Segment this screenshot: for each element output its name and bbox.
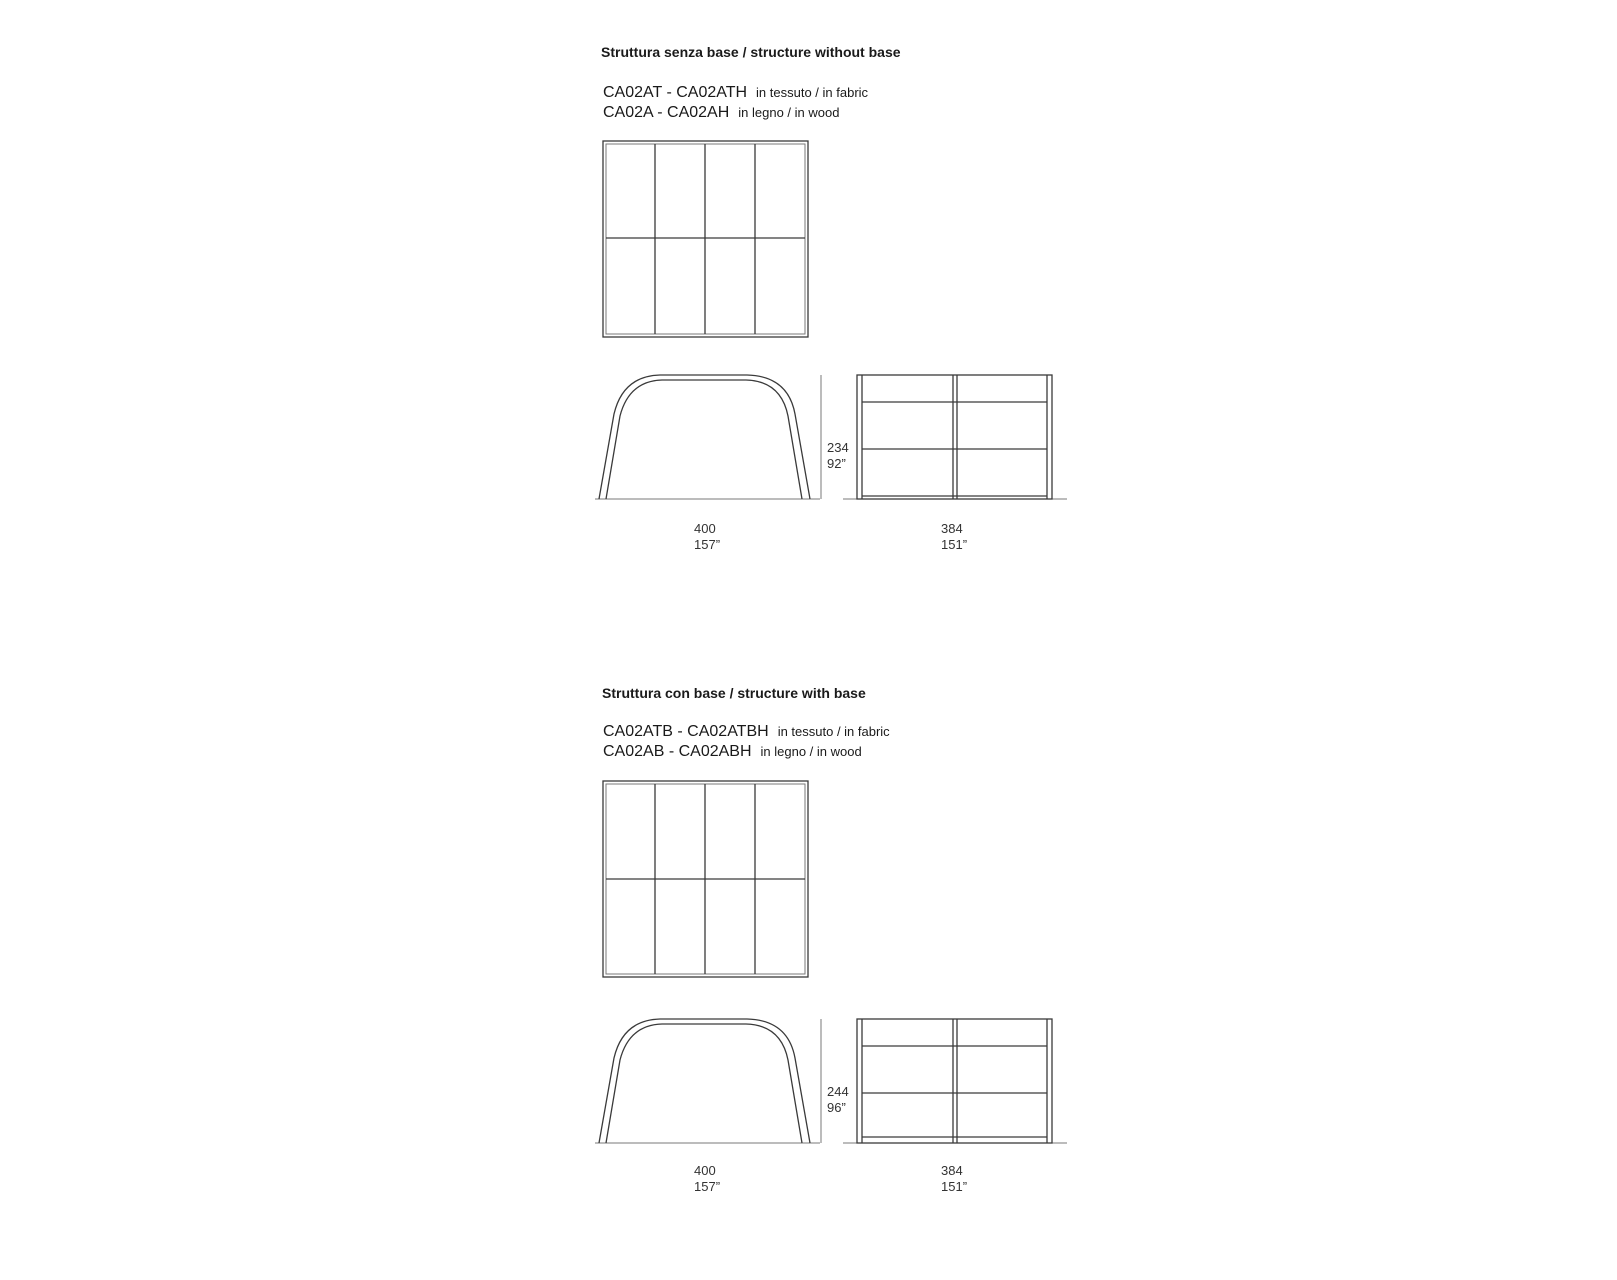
side-view xyxy=(595,1019,821,1143)
section-title: Struttura senza base / structure without base xyxy=(601,44,901,60)
height-cm: 234 xyxy=(827,440,849,455)
product-code: CA02A - CA02AH xyxy=(603,104,730,121)
depth-dimension xyxy=(694,521,720,553)
product-code: CA02ATB - CA02ATBH xyxy=(603,723,769,740)
width-in: 151” xyxy=(941,1179,968,1194)
material-label: in legno / in wood xyxy=(738,105,840,120)
width-cm: 384 xyxy=(941,1163,963,1178)
depth-cm: 400 xyxy=(694,1163,716,1178)
height-dimension xyxy=(827,440,849,472)
technical-drawing xyxy=(0,640,1617,1213)
section-title: Struttura con base / structure with base xyxy=(602,685,866,701)
top-view xyxy=(603,781,808,977)
height-cm: 244 xyxy=(827,1084,849,1099)
material-label: in legno / in wood xyxy=(760,744,862,759)
width-dimension xyxy=(941,1163,967,1195)
width-dimension xyxy=(941,521,967,553)
front-view xyxy=(843,375,1067,499)
section-with-base xyxy=(0,640,1617,1280)
material-label: in tessuto / in fabric xyxy=(756,85,869,100)
front-view xyxy=(843,1019,1067,1143)
depth-in: 157” xyxy=(694,1179,721,1194)
depth-dimension xyxy=(694,1163,720,1195)
height-in: 96” xyxy=(827,1100,846,1115)
side-view xyxy=(595,375,821,499)
depth-in: 157” xyxy=(694,537,721,552)
width-in: 151” xyxy=(941,537,968,552)
depth-cm: 400 xyxy=(694,521,716,536)
product-code: CA02AT - CA02ATH xyxy=(603,84,748,101)
material-label: in tessuto / in fabric xyxy=(777,724,890,739)
product-code: CA02AB - CA02ABH xyxy=(603,743,752,760)
width-cm: 384 xyxy=(941,521,963,536)
height-in: 92” xyxy=(827,456,846,471)
top-view xyxy=(603,141,808,337)
height-dimension xyxy=(827,1084,849,1116)
